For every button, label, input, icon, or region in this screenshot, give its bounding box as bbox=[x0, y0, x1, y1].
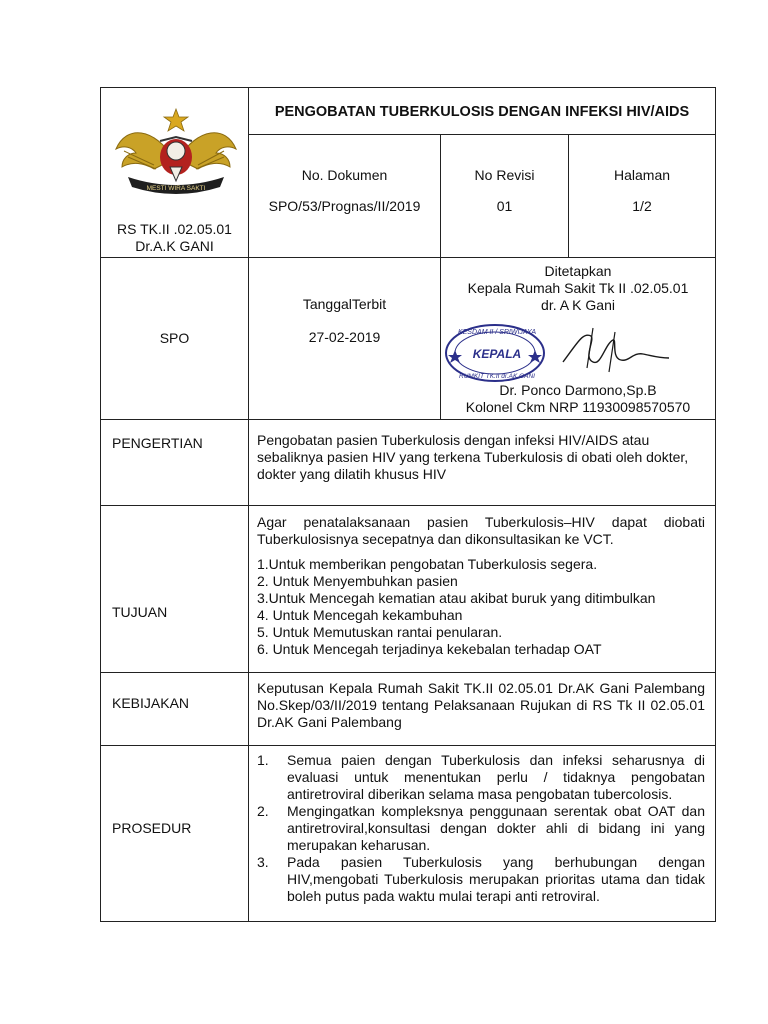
issue-date-value: 27-02-2019 bbox=[308, 329, 381, 345]
official-stamp-icon bbox=[443, 322, 673, 384]
spo-table bbox=[100, 87, 716, 922]
svg-text:RUMKIT TK.II dr.AK.GANI: RUMKIT TK.II dr.AK.GANI bbox=[459, 373, 535, 380]
list-item: 4. Untuk Mencegah kekambuhan bbox=[257, 607, 463, 623]
document-title: PENGOBATAN TUBERKULOSIS DENGAN INFEKSI HIV/AIDS bbox=[249, 88, 716, 135]
revision-label: No Revisi bbox=[474, 167, 535, 184]
svg-text:KEPALA: KEPALA bbox=[472, 347, 522, 361]
tujuan-list bbox=[257, 556, 705, 658]
signer-rank: Kolonel Ckm NRP 11930098570570 bbox=[465, 399, 691, 415]
page-label: Halaman bbox=[613, 167, 671, 184]
prosedur-label: PROSEDUR bbox=[112, 820, 192, 836]
approval-cell bbox=[441, 258, 716, 420]
authority-line-1: Kepala Rumah Sakit Tk II .02.05.01 bbox=[467, 280, 689, 296]
tujuan-content bbox=[249, 506, 716, 673]
spo-label-cell bbox=[101, 258, 249, 420]
established-label: Ditetapkan bbox=[544, 263, 612, 279]
hospital-line-2: Dr.A.K GANI bbox=[135, 238, 214, 254]
spo-document bbox=[100, 87, 715, 922]
list-item-text: Pada pasien Tuberkulosis yang berhubungan dengan HIV,mengobati Tuberkulosis merupakan prioritas utama dan tidak boleh putus pada waktu mulai terapi anti retroviral. bbox=[287, 854, 705, 904]
list-item: 3.Untuk Mencegah kematian atau akibat buruk yang ditimbulkan bbox=[257, 590, 656, 606]
kebijakan-label-cell bbox=[101, 673, 249, 746]
page-value: 1/2 bbox=[632, 198, 652, 215]
list-item-number: 2. bbox=[257, 803, 269, 819]
list-item bbox=[257, 752, 705, 803]
prosedur-content bbox=[249, 746, 716, 922]
doc-number-label: No. Dokumen bbox=[301, 167, 388, 184]
revision-value: 01 bbox=[496, 198, 513, 215]
pengertian-label: PENGERTIAN bbox=[101, 420, 249, 506]
pengertian-text: Pengobatan pasien Tuberkulosis dengan infeksi HIV/AIDS atau sebaliknya pasien HIV yang terkena Tuberkulosis di obati oleh dokter, dokter yang dilatih khusus HIV bbox=[249, 420, 716, 506]
logo-cell bbox=[101, 88, 249, 258]
list-item-text: Mengingatkan kompleksnya penggunaan serentak obat OAT dan antiretroviral,konsultasi dengan dokter ahli di bidang ini yang merupakan keharusan. bbox=[287, 803, 705, 853]
doc-number-cell bbox=[249, 135, 441, 258]
list-item: 5. Untuk Memutuskan rantai penularan. bbox=[257, 624, 503, 640]
list-item: 1.Untuk memberikan pengobatan Tuberkulosis segera. bbox=[257, 556, 598, 572]
doc-number-value: SPO/53/Prognas/II/2019 bbox=[268, 198, 421, 215]
list-item bbox=[257, 803, 705, 854]
page-cell bbox=[569, 135, 716, 258]
list-item-number: 3. bbox=[257, 854, 269, 870]
prosedur-list bbox=[257, 752, 705, 905]
tujuan-label: TUJUAN bbox=[112, 604, 168, 620]
list-item-number: 1. bbox=[257, 752, 269, 768]
kebijakan-text: Keputusan Kepala Rumah Sakit TK.II 02.05.01 Dr.AK Gani Palembang No.Skep/03/II/2019 tentang Pelaksanaan Rujukan di RS Tk II 02.05.01 Dr.AK Gani Palembang bbox=[249, 673, 716, 746]
spo-label: SPO bbox=[159, 330, 190, 346]
issue-date-label: TanggalTerbit bbox=[302, 296, 387, 312]
list-item bbox=[257, 854, 705, 905]
list-item: 6. Untuk Mencegah terjadinya kekebalan terhadap OAT bbox=[257, 641, 602, 657]
list-item: 2. Untuk Menyembuhkan pasien bbox=[257, 573, 458, 589]
tujuan-intro: Agar penatalaksanaan pasien Tuberkulosis–HIV dapat diobati Tuberkulosisnya secepatnya dan dikonsultasikan ke VCT. bbox=[257, 514, 705, 547]
hospital-name bbox=[101, 221, 248, 255]
svg-text:KESDAM II / SRIWIJAYA: KESDAM II / SRIWIJAYA bbox=[457, 329, 537, 336]
svg-text:MESTI WIRA SAKTI: MESTI WIRA SAKTI bbox=[146, 185, 206, 192]
hospital-line-1: RS TK.II .02.05.01 bbox=[117, 221, 232, 237]
list-item-text: Semua paien dengan Tuberkulosis dan infeksi seharusnya di evaluasi untuk menentukan perlu / tidaknya pengobatan antiretroviral diberikan selama masa pengobatan tubercolosis. bbox=[287, 752, 705, 802]
hospital-emblem-icon bbox=[114, 107, 238, 203]
prosedur-label-cell bbox=[101, 746, 249, 922]
revision-cell bbox=[441, 135, 569, 258]
tujuan-label-cell bbox=[101, 506, 249, 673]
signer-name: Dr. Ponco Darmono,Sp.B bbox=[499, 382, 657, 398]
kebijakan-label: KEBIJAKAN bbox=[112, 695, 190, 711]
issue-date-cell bbox=[249, 258, 441, 420]
authority-line-2: dr. A K Gani bbox=[541, 297, 615, 313]
